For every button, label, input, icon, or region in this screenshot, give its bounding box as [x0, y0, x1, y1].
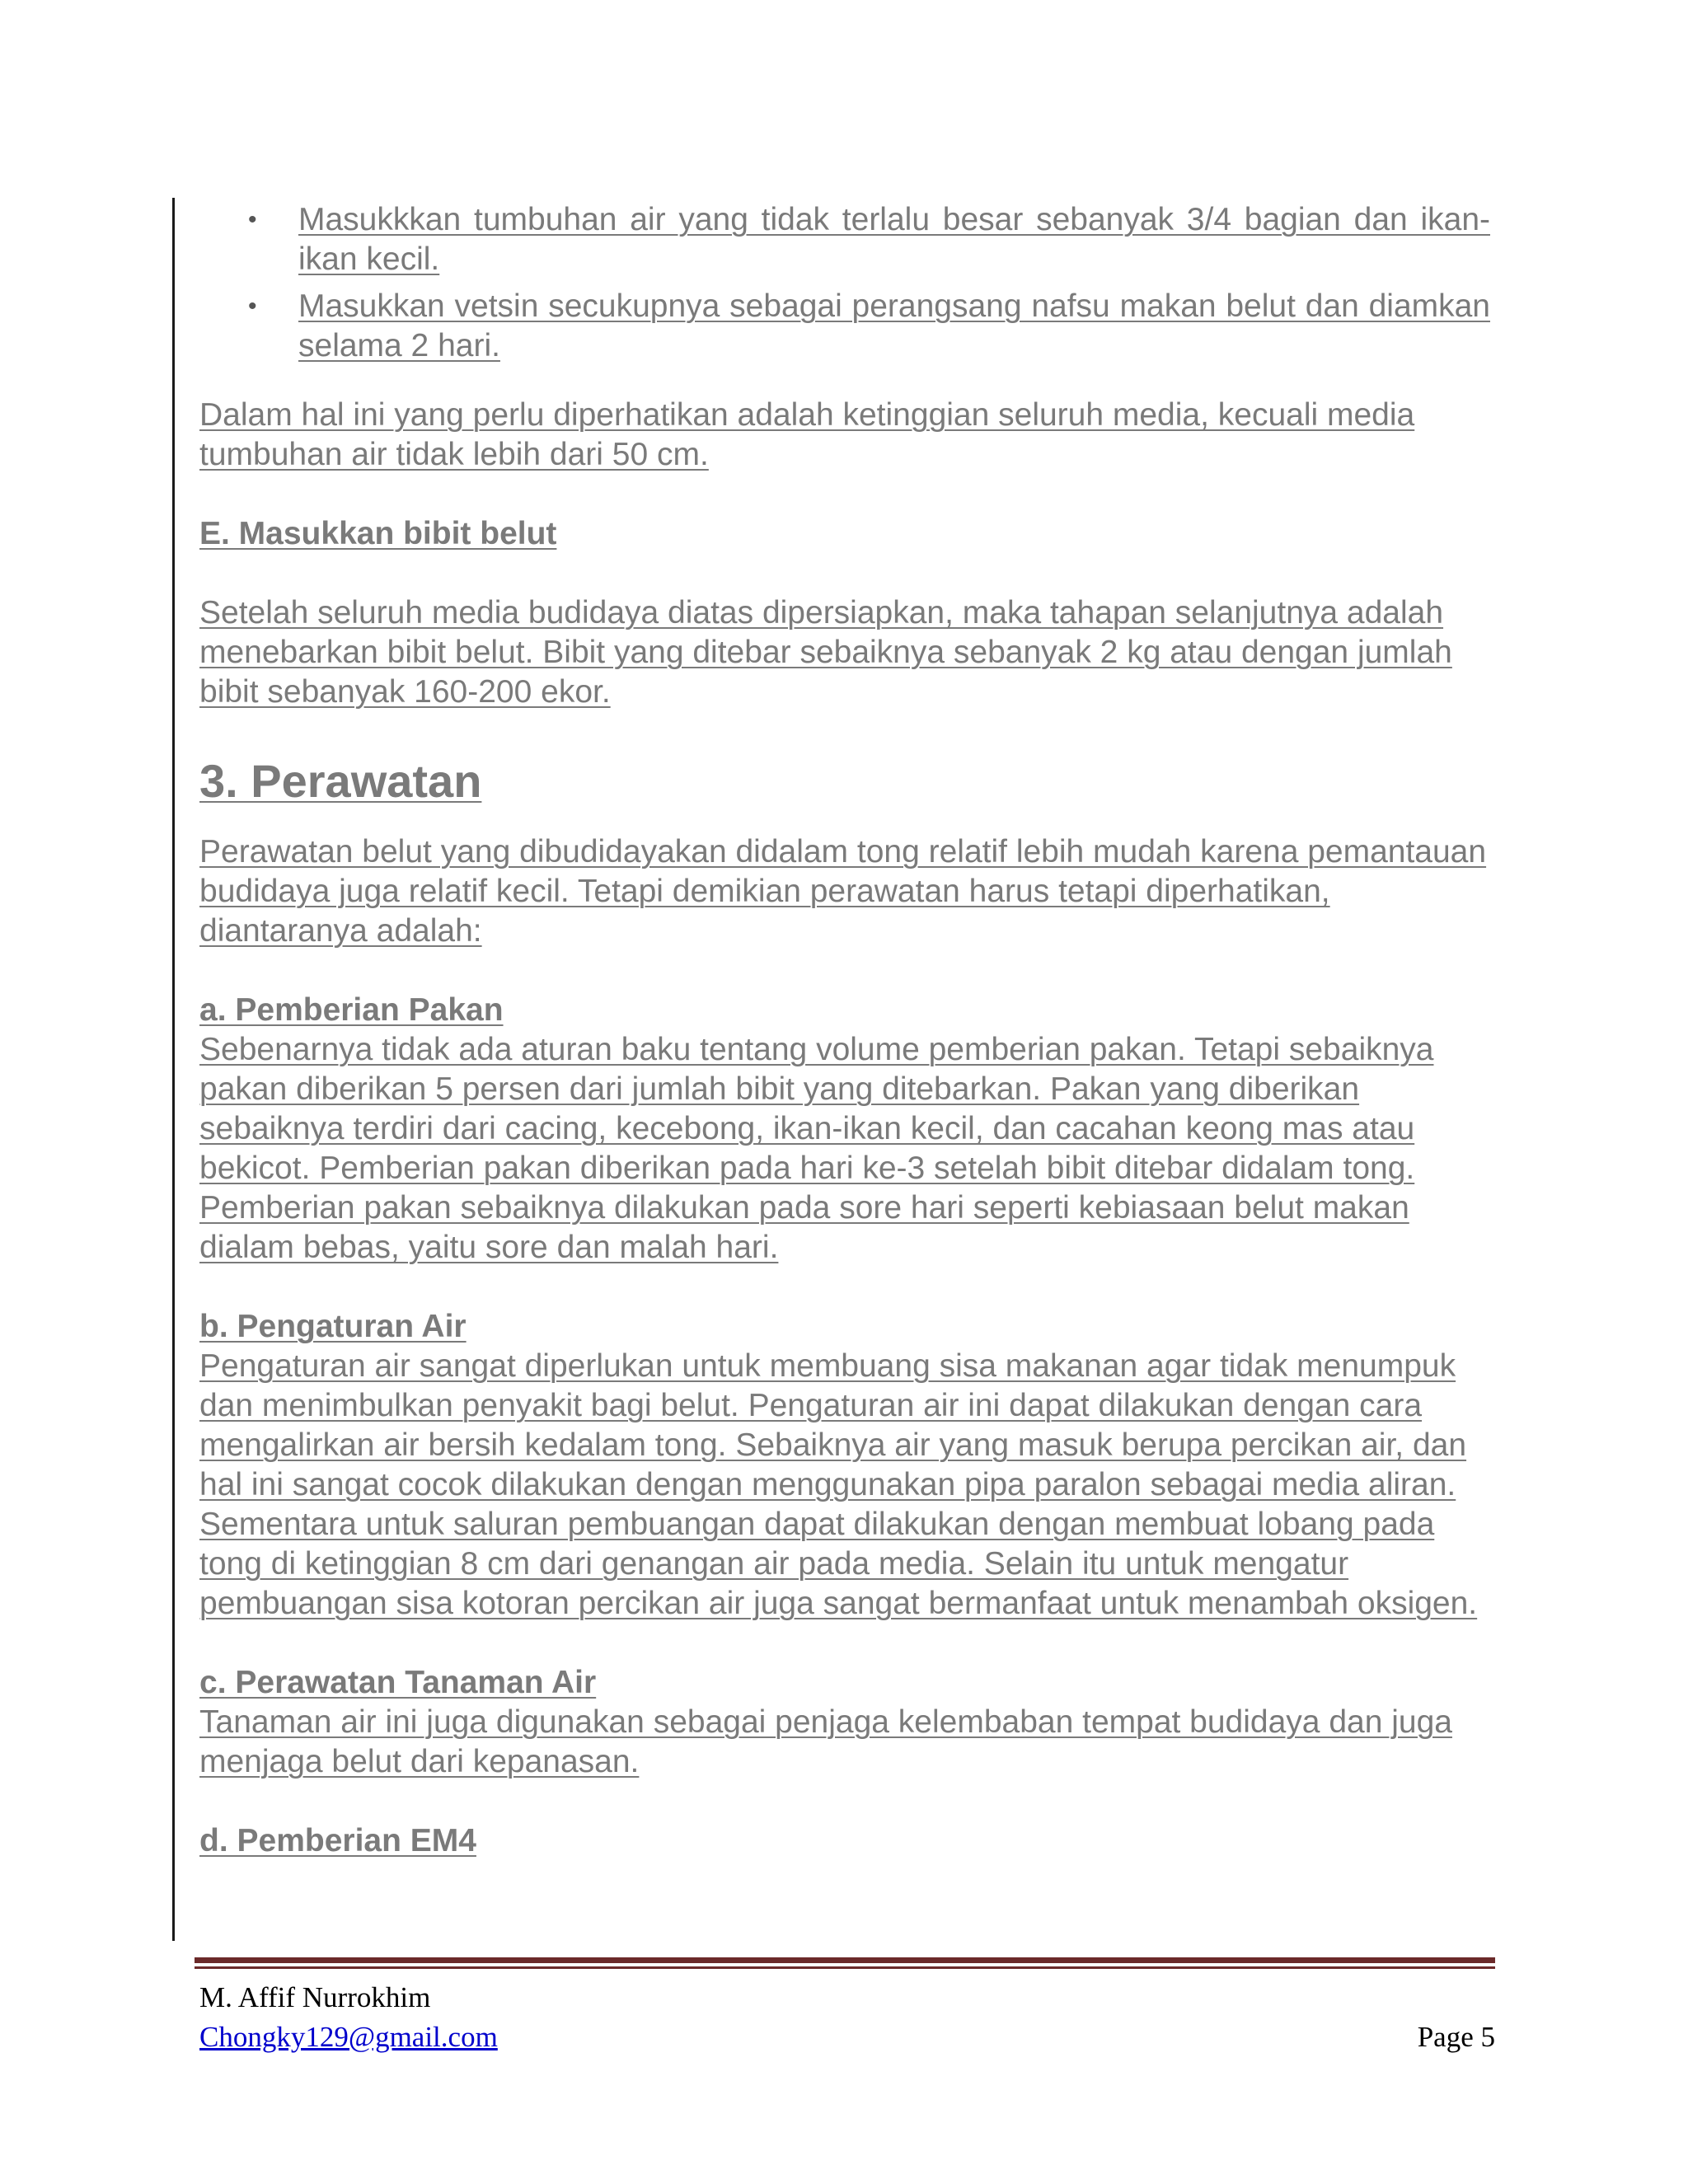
- footer-divider: [195, 1957, 1495, 1963]
- bullet-text: Masukkkan tumbuhan air yang tidak terlalu besar sebanyak 3/4 bagian dan ikan-ikan kecil.: [298, 202, 1490, 277]
- bullet-icon: •: [248, 293, 257, 320]
- media-height-paragraph: Dalam hal ini yang perlu diperhatikan adalah ketinggian seluruh media, kecuali media tumbuhan air tidak lebih dari 50 cm.: [199, 397, 1415, 472]
- pakan-paragraph: Sebenarnya tidak ada aturan baku tentang volume pemberian pakan. Tetapi sebaiknya pakan diberikan 5 persen dari jumlah bibit yang ditebarkan. Pakan yang diberikan sebaiknya terdiri dari cacing, kecebong, ikan-ikan kecil, dan cacahan keong mas atau bekicot. Pemberian pakan diberikan pada hari ke-3 setelah bibit ditebar didalam tong. Pemberian pakan sebaiknya dilakukan pada sore hari seperti kebiasaan belut makan dialam bebas, yaitu sore dan malah hari.: [199, 1032, 1434, 1265]
- heading-e: E. Masukkan bibit belut: [199, 516, 557, 551]
- heading-a: a. Pemberian Pakan: [199, 992, 504, 1028]
- heading-c: c. Perawatan Tanaman Air: [199, 1665, 597, 1700]
- seed-paragraph: Setelah seluruh media budidaya diatas dipersiapkan, maka tahapan selanjutnya adalah menebarkan bibit belut. Bibit yang ditebar sebaiknya sebanyak 2 kg atau dengan jumlah bibit sebanyak 160-200 ekor.: [199, 595, 1452, 710]
- bullet-list: [199, 200, 1490, 366]
- page-footer: [199, 1978, 1495, 2057]
- list-item: [199, 287, 1490, 366]
- footer-author: M. Affif Nurrokhim: [199, 1981, 431, 2013]
- footer-divider-thin: [195, 1966, 1495, 1969]
- heading-perawatan: 3. Perawatan: [199, 755, 482, 807]
- tanaman-paragraph: Tanaman air ini juga digunakan sebagai penjaga kelembaban tempat budidaya dan juga menjaga belut dari kepanasan.: [199, 1704, 1452, 1779]
- heading-d: d. Pemberian EM4: [199, 1823, 476, 1858]
- bullet-text: Masukkan vetsin secukupnya sebagai perangsang nafsu makan belut dan diamkan selama 2 hari.: [298, 288, 1490, 363]
- bullet-icon: •: [248, 206, 257, 233]
- air-paragraph: Pengaturan air sangat diperlukan untuk membuang sisa makanan agar tidak menumpuk dan menimbulkan penyakit bagi belut. Pengaturan air ini dapat dilakukan dengan cara mengalirkan air bersih kedalam tong. Sebaiknya air yang masuk berupa percikan air, dan hal ini sangat cocok dilakukan dengan menggunakan pipa paralon sebagai media aliran. Sementara untuk saluran pembuangan dapat dilakukan dengan membuat lobang pada tong di ketinggian 8 cm dari genangan air pada media. Selain itu untuk mengatur pembuangan sisa kotoran percikan air juga sangat bermanfaat untuk menambah oksigen.: [199, 1348, 1478, 1621]
- page-content: [199, 200, 1490, 1861]
- heading-b: b. Pengaturan Air: [199, 1309, 467, 1344]
- list-item: [199, 200, 1490, 279]
- left-margin-rule: [172, 198, 175, 1941]
- footer-email-link[interactable]: Chongky129@gmail.com: [199, 2021, 498, 2053]
- perawatan-paragraph: Perawatan belut yang dibudidayakan didalam tong relatif lebih mudah karena pemantauan budidaya juga relatif kecil. Tetapi demikian perawatan harus tetapi diperhatikan, diantaranya adalah:: [199, 834, 1487, 949]
- page-number: Page 5: [1417, 2021, 1495, 2053]
